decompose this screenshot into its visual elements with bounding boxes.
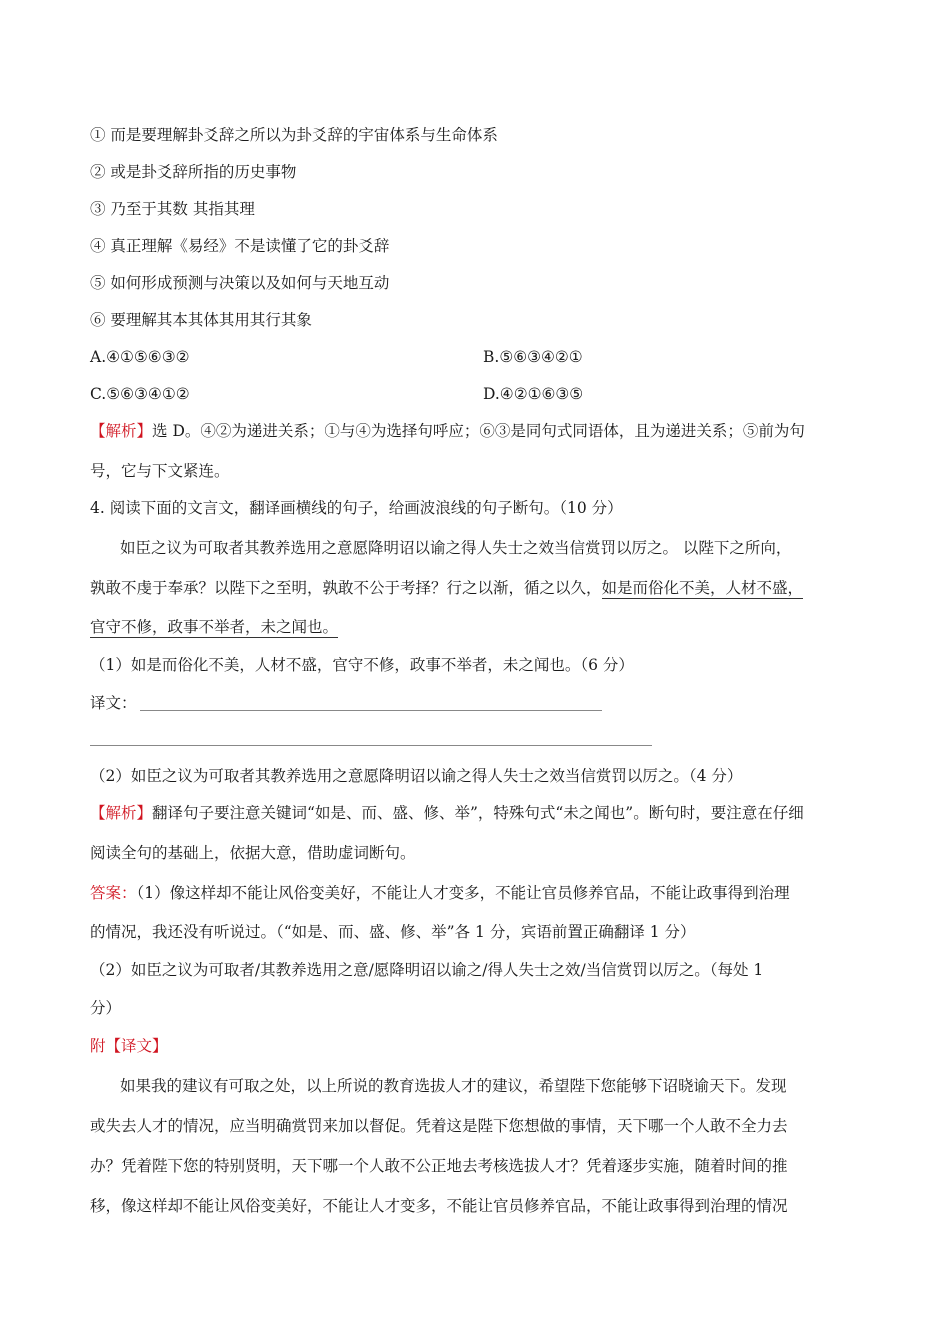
item-1: ① 而是要理解卦爻辞之所以为卦爻辞的宇宙体系与生命体系 bbox=[90, 126, 498, 144]
answer-blank-line-2[interactable] bbox=[90, 745, 652, 746]
analysis-2-line-2: 阅读全句的基础上，依据大意，借助虚词断句。 bbox=[90, 844, 416, 862]
passage-line-2 bbox=[90, 578, 803, 598]
item-3: ③ 乃至于其数 其指其理 bbox=[90, 200, 255, 218]
analysis-2-text: 翻译句子要注意关键词“如是、而、盛、修、举”，特殊句式“未之闻也”。断句时，要注意在仔细 bbox=[152, 804, 804, 822]
passage-text: 孰敢不虔于奉承？以陛下之至明，孰敢不公于考择？行之以渐，循之以久， bbox=[90, 579, 602, 597]
answer-line-2: 的情况，我还没有听说过。（“如是、而、盛、修、举”各 1 分，宾语前置正确翻译 1 分） bbox=[90, 923, 696, 941]
underlined-sentence-part-1: 如是而俗化不美，人材不盛， bbox=[601, 579, 804, 597]
analysis-2-line-1 bbox=[90, 803, 804, 823]
appendix-line-1: 如果我的建议有可取之处，以上所说的教育选拔人才的建议，希望陛下您能够下诏晓谕天下。发现 bbox=[120, 1077, 787, 1095]
analysis-1-line-2: 号，它与下文紧连。 bbox=[90, 462, 230, 480]
appendix-line-4: 移，像这样却不能让风俗变美好，不能让人才变多，不能让官员修养官品，不能让政事得到治理的情况 bbox=[90, 1197, 788, 1215]
passage-line-1: 如臣之议为可取者其教养选用之意愿降明诏以谕之得人失士之效当信赏罚以厉之。 以陛下之所向， bbox=[120, 539, 792, 557]
passage-line-3 bbox=[90, 617, 338, 637]
analysis-tag: 【解析】 bbox=[90, 422, 153, 440]
option-d: D.④②①⑥③⑤ bbox=[483, 385, 584, 403]
answer-line-4: 分） bbox=[90, 999, 122, 1017]
option-a: A.④①⑤⑥③② bbox=[90, 348, 190, 366]
underlined-sentence-part-2: 官守不修，政事不举者，未之闻也。 bbox=[90, 618, 339, 636]
analysis-1-line-1 bbox=[90, 421, 805, 441]
item-6: ⑥ 要理解其本其体其用其行其象 bbox=[90, 311, 312, 329]
answer-blank-line-1[interactable] bbox=[140, 710, 602, 711]
sub-question-1: （1）如是而俗化不美，人材不盛，官守不修，政事不举者，未之闻也。（6 分） bbox=[90, 656, 634, 674]
options-row-2 bbox=[90, 384, 790, 404]
item-4: ④ 真正理解《易经》不是读懂了它的卦爻辞 bbox=[90, 237, 390, 255]
question-4-heading: 4. 阅读下面的文言文，翻译画横线的句子，给画波浪线的句子断句。（10 分） bbox=[90, 499, 623, 517]
option-c: C.⑤⑥③④①② bbox=[90, 385, 190, 403]
answer-tag: 答案： bbox=[90, 884, 137, 902]
appendix-line-2: 或失去人才的情况，应当明确赏罚来加以督促。凭着这是陛下您想做的事情，天下哪一个人敢不全力去 bbox=[90, 1117, 788, 1135]
item-5: ⑤ 如何形成预测与决策以及如何与天地互动 bbox=[90, 274, 390, 292]
answer-text: （1）像这样却不能让风俗变美好，不能让人才变多，不能让官员修养官品，不能让政事得到治理 bbox=[136, 884, 790, 902]
appendix-line-3: 办？凭着陛下您的特别贤明，天下哪一个人敢不公正地去考核选拔人才？凭着逐步实施，随着时间的推 bbox=[90, 1157, 788, 1175]
translation-label: 译文： bbox=[90, 694, 137, 712]
analysis-tag: 【解析】 bbox=[90, 804, 153, 822]
answer-line-1 bbox=[90, 883, 790, 903]
item-2: ② 或是卦爻辞所指的历史事物 bbox=[90, 163, 297, 181]
sub-question-2: （2）如臣之议为可取者其教养选用之意愿降明诏以谕之得人失士之效当信赏罚以厉之。（4 分） bbox=[90, 767, 743, 785]
option-b: B.⑤⑥③④②① bbox=[483, 348, 583, 366]
analysis-1-text: 选 D。④②为递进关系；①与④为选择句呼应；⑥③是同句式同语体，且为递进关系；⑤前为句 bbox=[152, 422, 805, 440]
options-row-1 bbox=[90, 347, 790, 367]
answer-line-3: （2）如臣之议为可取者/其教养选用之意/愿降明诏以谕之/得人失士之效/当信赏罚以厉之。（每处 1 bbox=[90, 961, 764, 979]
appendix-heading: 附【译文】 bbox=[90, 1037, 168, 1055]
